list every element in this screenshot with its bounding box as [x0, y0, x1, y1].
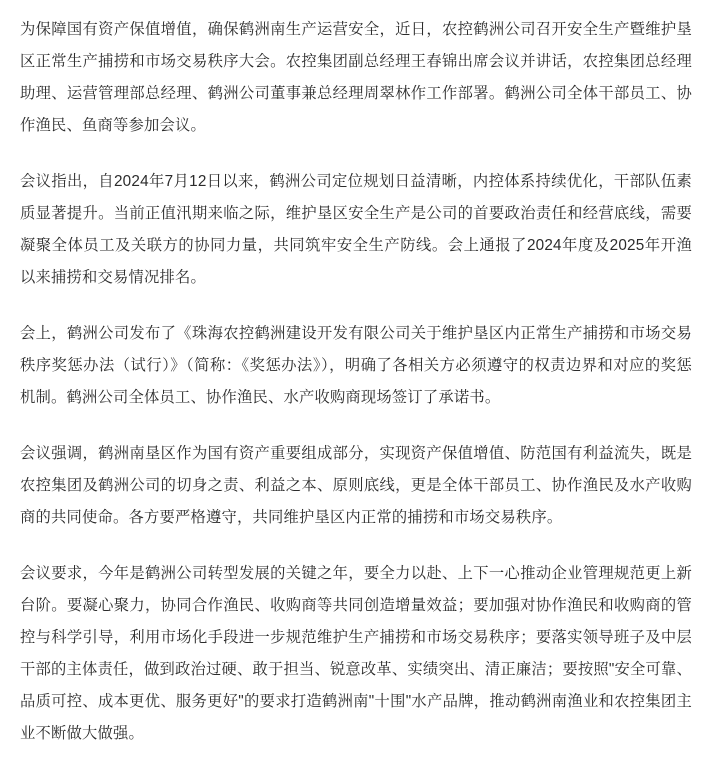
paragraph: 为保障国有资产保值增值，确保鹤洲南生产运营安全，近日，农控鹤洲公司召开安全生产暨维护垦区正常生产捕捞和市场交易秩序大会。农控集团副总经理王春锦出席会议并讲话，农控集团总经理助理、运营管理部总经理、鹤洲公司董事兼总经理周翠林作工作部署。鹤洲公司全体干部员工、协作渔民、鱼商等参加会议。: [20, 21, 692, 134]
paragraph: 会议强调，鹤洲南垦区作为国有资产重要组成部分，实现资产保值增值、防范国有利益流失，既是农控集团及鹤洲公司的切身之责、利益之本、原则底线，更是全体干部员工、协作渔民及水产收购商的共同使命。各方要严格遵守，共同维护垦区内正常的捕捞和市场交易秩序。: [20, 445, 692, 526]
paragraph: 会议指出，自2024年7月12日以来，鹤洲公司定位规划日益清晰，内控体系持续优化，干部队伍素质显著提升。当前正值汛期来临之际，维护垦区安全生产是公司的首要政治责任和经营底线，需要凝聚全体员工及关联方的协同力量，共同筑牢安全生产防线。会上通报了2024年度及2025年开渔以来捕捞和交易情况排名。: [20, 173, 692, 286]
paragraph: 会上，鹤洲公司发布了《珠海农控鹤洲建设开发有限公司关于维护垦区内正常生产捕捞和市场交易秩序奖惩办法（试行）》（简称：《奖惩办法》），明确了各相关方必须遵守的权责边界和对应的奖惩机制。鹤洲公司全体员工、协作渔民、水产收购商现场签订了承诺书。: [20, 325, 692, 406]
paragraph: 会议要求，今年是鹤洲公司转型发展的关键之年，要全力以赴、上下一心推动企业管理规范更上新台阶。要凝心聚力，协同合作渔民、收购商等共同创造增量效益；要加强对协作渔民和收购商的管控与科学引导，利用市场化手段进一步规范维护生产捕捞和市场交易秩序；要落实领导班子及中层干部的主体责任，做到政治过硬、敢于担当、锐意改革、实绩突出、清正廉洁；要按照"安全可靠、品质可控、成本更优、服务更好"的要求打造鹤洲南"十围"水产品牌，推动鹤洲南渔业和农控集团主业不断做大做强。: [20, 565, 692, 742]
